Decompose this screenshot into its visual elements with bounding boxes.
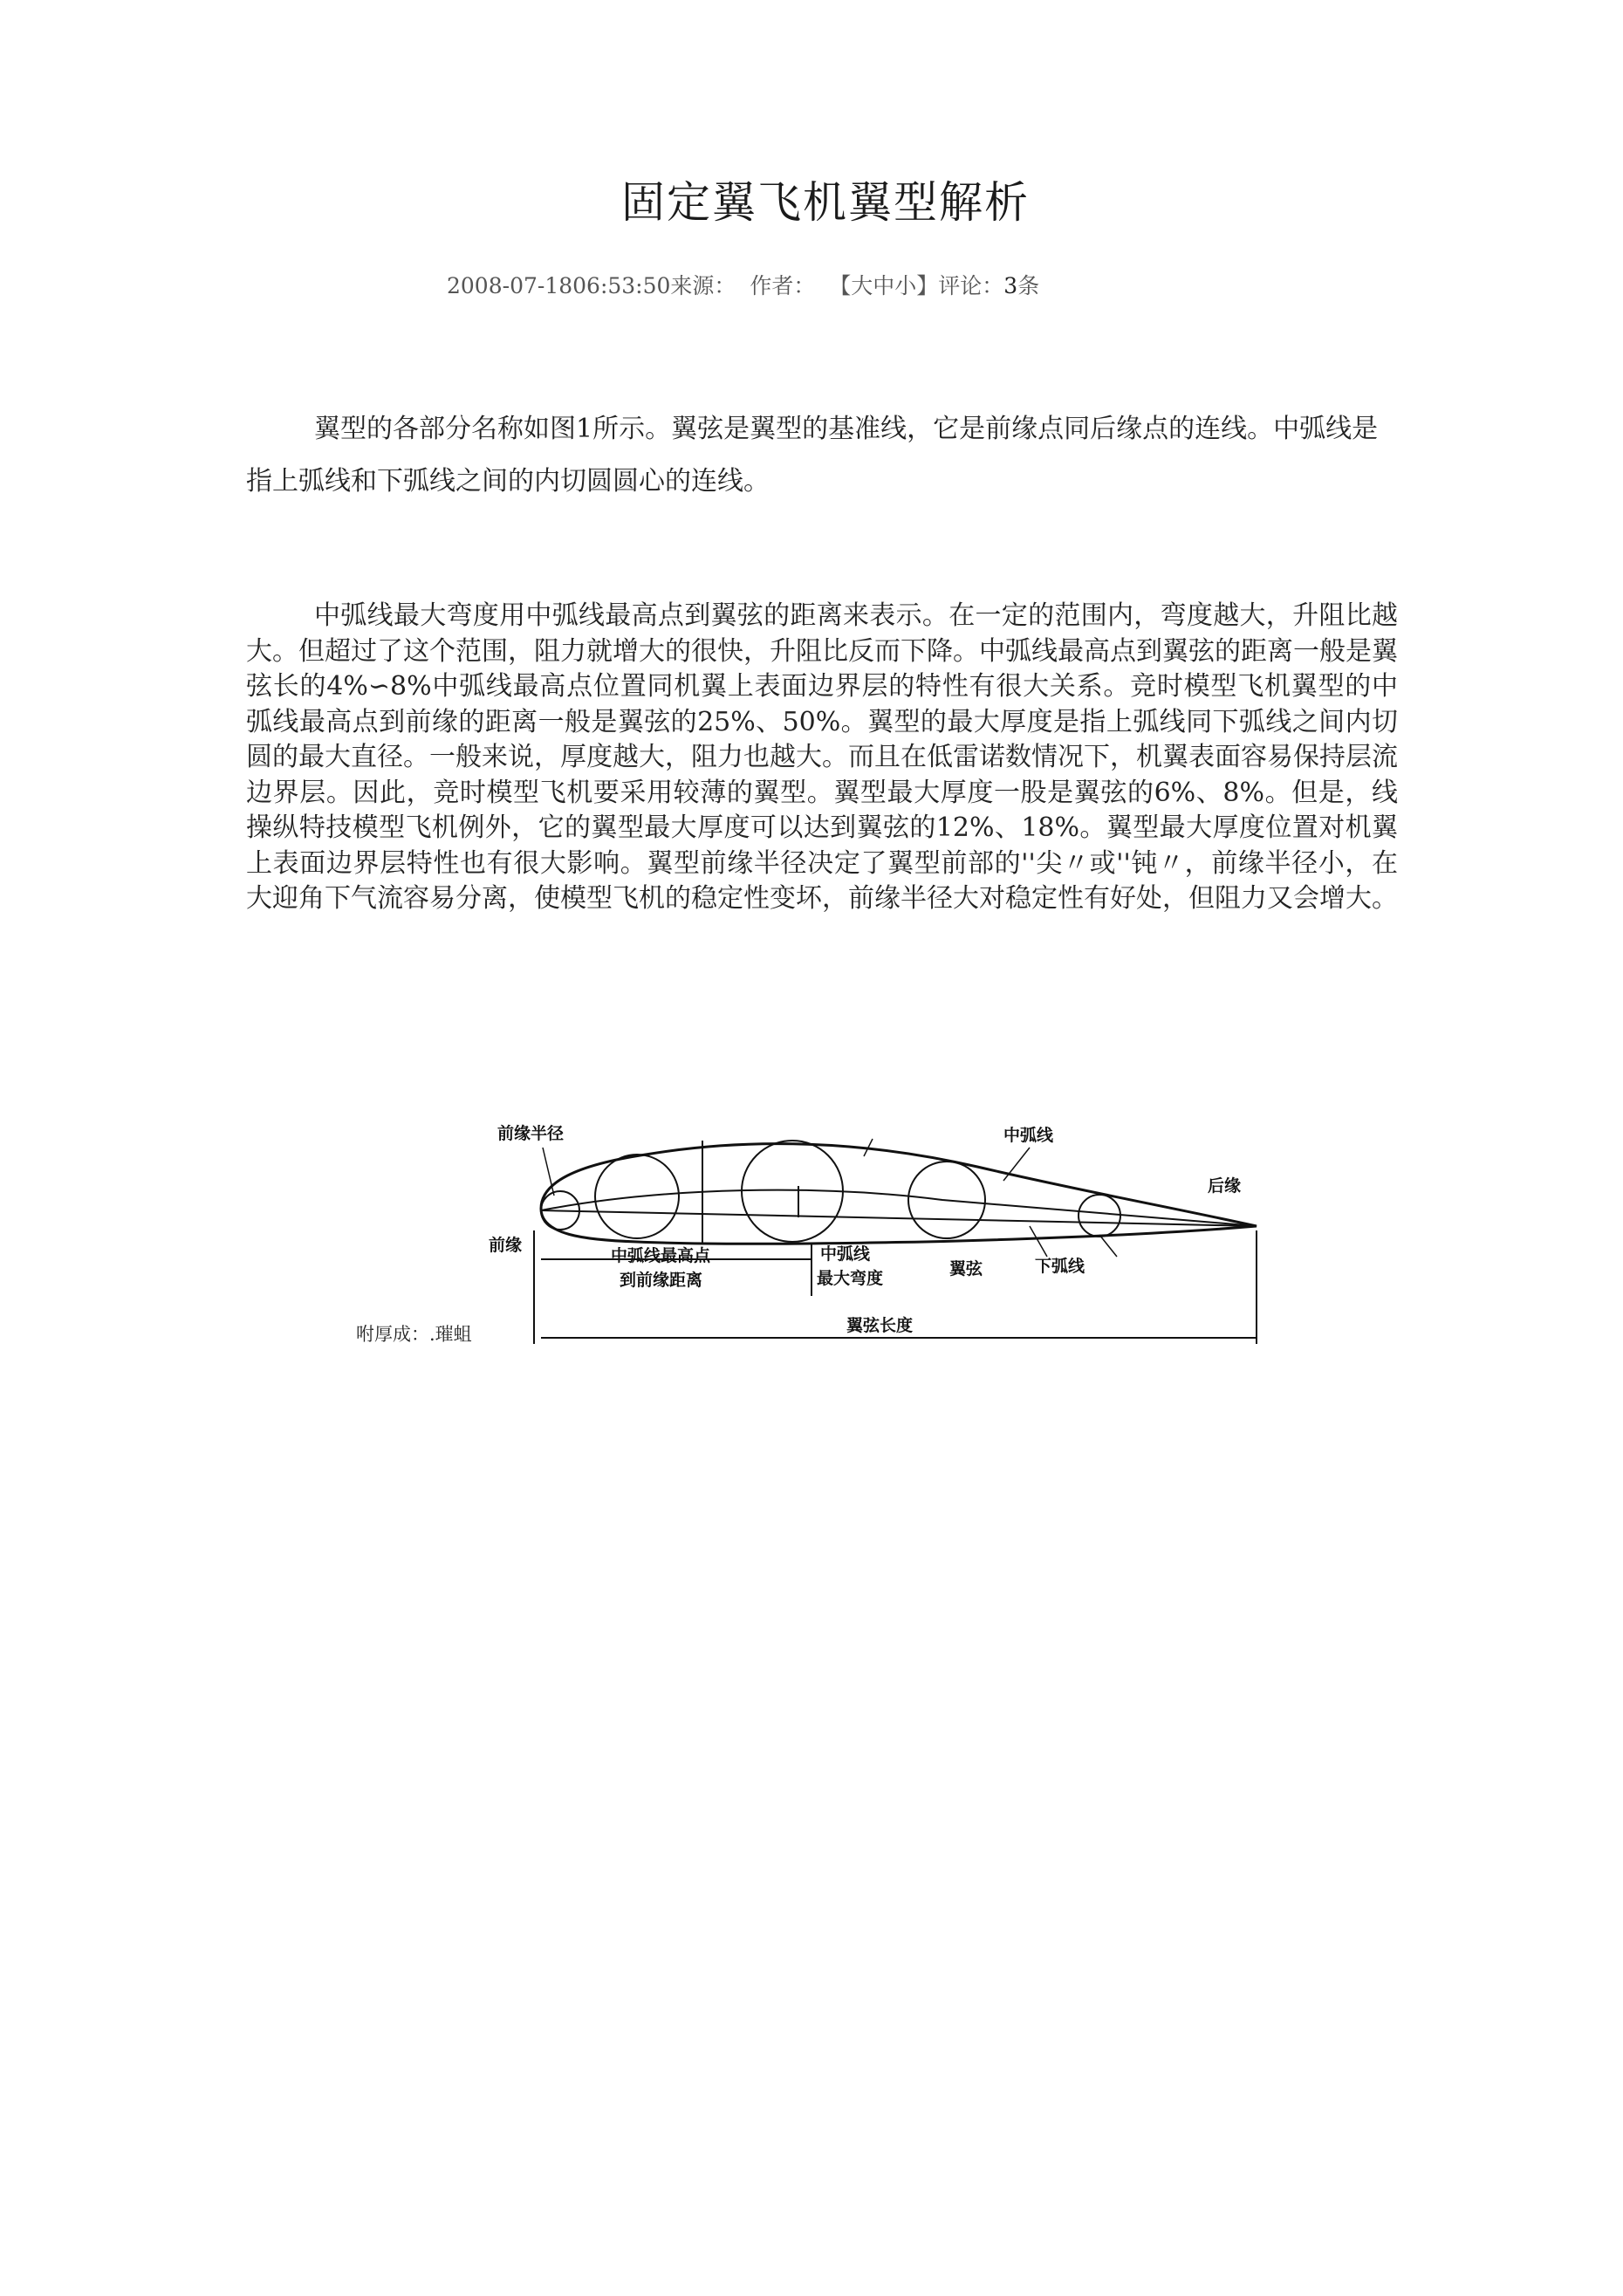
article-meta: [447, 269, 1039, 300]
paragraph-2: 中弧线最大弯度用中弧线最高点到翼弦的距离来表示。在一定的范围内，弯度越大，升阻比越大。但超过了这个范围，阻力就增大的很快，升阻比反而下降。中弧线最高点到翼弦的距离一般是翼弦长的4%∽8%中弧线最高点位置同机翼上表面边界层的特性有很大关系。竞时模型飞机翼型的中弧线最高点到前缘的距离一般是翼弦的25%、50%。翼型的最大厚度是指上弧线同下弧线之间内切圆的最大直径。一般来说，厚度越大，阻力也越大。而且在低雷诺数情况下，机翼表面容易保持层流边界层。因此，竞时模型飞机要采用较薄的翼型。翼型最大厚度一股是翼弦的6%、8%。但是，线操纵特技模型飞机例外，它的翼型最大厚度可以达到翼弦的12%、18%。翼型最大厚度位置对机翼上表面边界层特性也有很大影响。翼型前缘半径决定了翼型前部的''尖〃或''钝〃，前缘半径小，在大迎角下气流容易分离，使模型飞机的稳定性变坏，前缘半径大对稳定性有好处，但阻力又会增大。: [246, 600, 1398, 914]
comments-count[interactable]: 3: [1003, 273, 1018, 298]
page-title: 固定翼飞机翼型解析: [621, 177, 1030, 228]
comments-label[interactable]: 评论：: [938, 273, 1004, 298]
paragraph-1: 翼型的各部分名称如图1所示。翼弦是翼型的基准线，它是前缘点同后缘点的连线。中弧线是指上弧线和下弧线之间的内切圆圆心的连线。: [246, 414, 1379, 497]
figure-caption: 咐厚成：.璀蛆: [356, 1324, 472, 1345]
camber-line: [541, 1190, 1257, 1226]
label-camber-peak-1: 中弧线最高点: [611, 1246, 711, 1265]
label-max-camber-2: 最大弯度: [817, 1269, 884, 1288]
airfoil-svg: [489, 1113, 1283, 1348]
font-size-switch[interactable]: 【大中小】: [829, 273, 939, 298]
author-label: 作者：: [750, 273, 816, 298]
label-trailing-edge: 后缘: [1208, 1176, 1242, 1196]
comments-unit: 条: [1017, 273, 1040, 298]
publish-datetime: 2008-07-1806:53:50: [447, 273, 671, 298]
label-lower-arc: 下弧线: [1035, 1257, 1085, 1276]
label-max-camber-1: 中弧线: [820, 1244, 871, 1264]
airfoil-diagram: [489, 1113, 1283, 1348]
label-chord-length: 翼弦长度: [846, 1316, 914, 1335]
chord-line: [541, 1210, 1257, 1226]
inscribed-circle-4: [1079, 1195, 1120, 1237]
label-leading-edge-radius: 前缘半径: [497, 1124, 565, 1143]
label-mean-camber-line: 中弧线: [1003, 1126, 1054, 1145]
label-chord: 翼弦: [949, 1259, 983, 1278]
airfoil-outline: [541, 1144, 1257, 1244]
source-label: 来源：: [670, 273, 736, 298]
label-leading-edge: 前缘: [489, 1236, 523, 1255]
label-camber-peak-2: 到前缘距离: [620, 1271, 703, 1290]
